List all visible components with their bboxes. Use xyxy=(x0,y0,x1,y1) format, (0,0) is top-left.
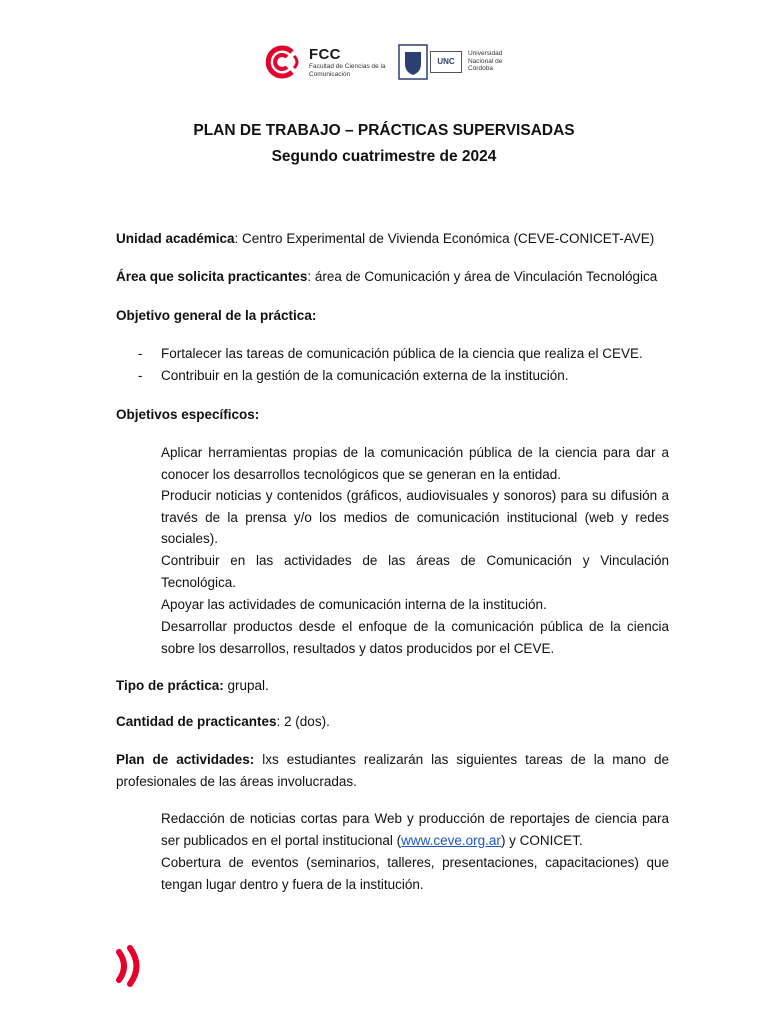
plan-actividades xyxy=(116,749,669,792)
fcc-logo-title: FCC xyxy=(309,46,341,63)
unc-shield-icon xyxy=(398,44,428,80)
objetivo-especifico-item: Aplicar herramientas propias de la comunicación pública de la ciencia para dar a conocer los desarrollos tecnológicos que se generan en la entidad. xyxy=(161,445,669,482)
area-value: : área de Comunicación y área de Vinculación Tecnológica xyxy=(307,269,658,284)
fcc-footer-mark-icon xyxy=(115,944,145,988)
fcc-logo-mark-icon xyxy=(262,42,302,82)
tipo-label: Tipo de práctica: xyxy=(116,678,224,693)
objetivo-especifico-item: Desarrollar productos desde el enfoque de la comunicación pública de la ciencia sobre los desarrollos, resultados y datos producidos por el CEVE. xyxy=(161,619,669,656)
plan-label: Plan de actividades: xyxy=(116,752,255,767)
area-label: Área que solicita practicantes xyxy=(116,269,308,284)
cantidad-label: Cantidad de practicantes xyxy=(116,714,277,729)
objetivo-especifico-item: Apoyar las actividades de comunicación interna de la institución. xyxy=(161,597,547,612)
objetivo-general-item: - Contribuir en la gestión de la comunicación externa de la institución. xyxy=(138,368,569,383)
unc-logo xyxy=(398,44,518,82)
unidad-label: Unidad académica xyxy=(116,231,235,246)
cantidad-value: : 2 (dos). xyxy=(276,714,330,729)
objetivo-especifico-item: Producir noticias y contenidos (gráficos, audiovisuales y sonoros) para su difusión a través de la prensa y/o los medios de comunicación institucional (web y redes sociales). xyxy=(161,488,669,546)
cantidad-practicantes xyxy=(116,711,669,733)
unc-logo-abbr: UNC xyxy=(430,51,462,73)
objetivos-especificos-label: Objetivos específicos: xyxy=(116,407,260,422)
document-subtitle: Segundo cuatrimestre de 2024 xyxy=(271,148,497,165)
ceve-website-link[interactable]: www.ceve.org.ar xyxy=(401,832,501,848)
document-title: PLAN DE TRABAJO – PRÁCTICAS SUPERVISADAS xyxy=(193,122,575,139)
area-solicita xyxy=(116,266,669,288)
unc-logo-name: Universidad Nacional de Córdoba xyxy=(468,50,503,72)
unidad-value: : Centro Experimental de Vivienda Económica (CEVE-CONICET-AVE) xyxy=(234,231,655,246)
tipo-practica xyxy=(116,675,669,697)
tipo-value: grupal. xyxy=(223,678,269,693)
plan-item: Cobertura de eventos (seminarios, talleres, presentaciones, capacitaciones) que tengan lugar dentro y fuera de la institución. xyxy=(161,855,669,892)
plan-value: lxs estudiantes realizarán las siguientes tareas de la mano de profesionales de las áreas involucradas. xyxy=(116,752,669,789)
unidad-academica xyxy=(116,228,669,250)
fcc-logo xyxy=(262,42,386,84)
plan-item: Redacción de noticias cortas para Web y producción de reportajes de ciencia para ser publicados en el portal institucional (www.ceve.org.ar) y CONICET. xyxy=(161,811,669,848)
objetivo-general-label: Objetivo general de la práctica: xyxy=(116,308,317,323)
objetivo-general-item: - Fortalecer las tareas de comunicación pública de la ciencia que realiza el CEVE. xyxy=(138,346,643,361)
objetivo-especifico-item: Contribuir en las actividades de las áreas de Comunicación y Vinculación Tecnológica. xyxy=(161,553,669,590)
fcc-logo-subtitle: Facultad de Ciencias de la Comunicación xyxy=(309,63,386,78)
